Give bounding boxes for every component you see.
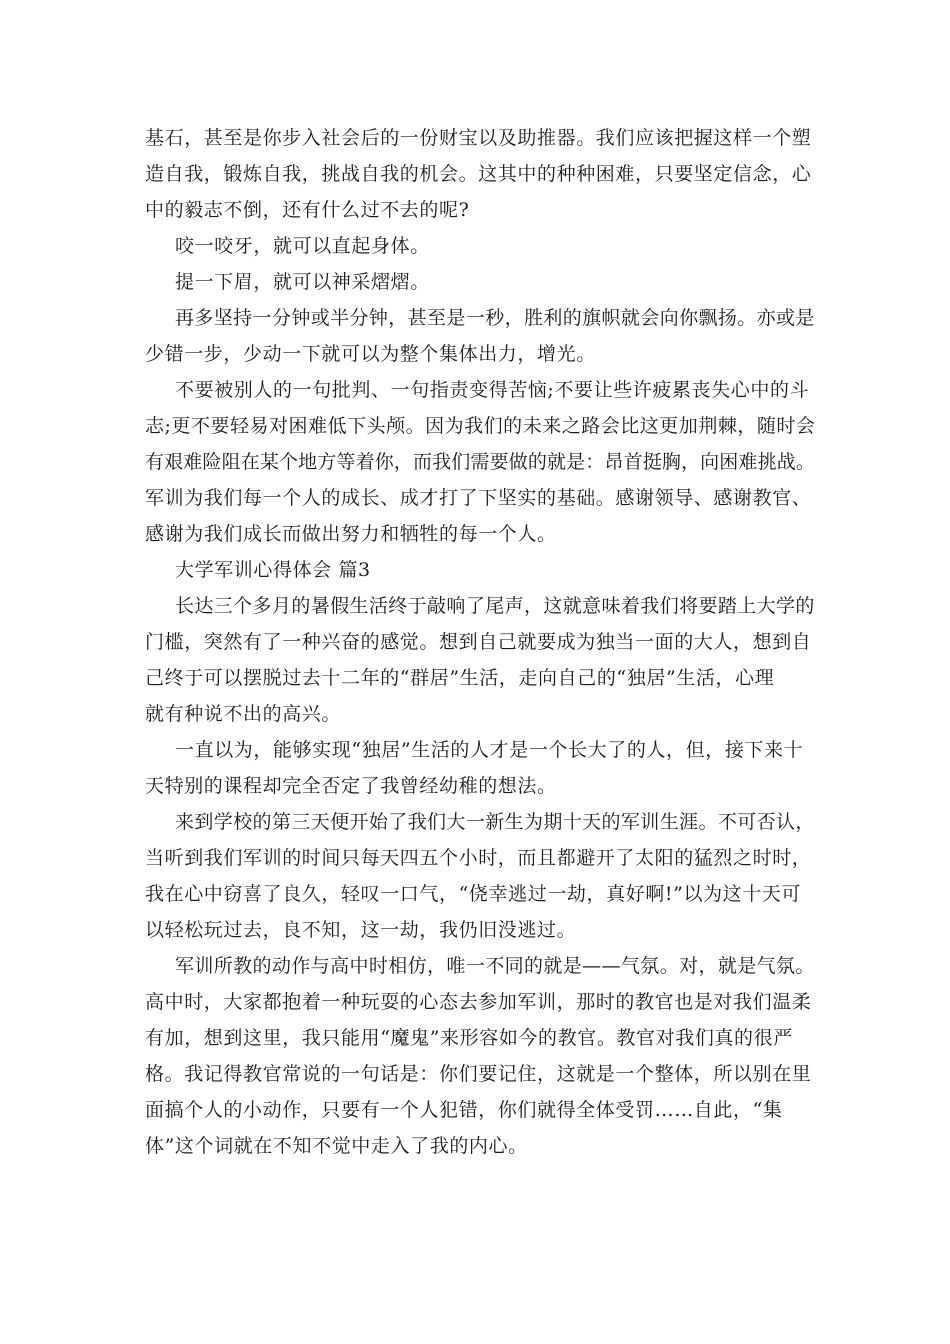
section-heading: 大学军训心得体会 篇3: [175, 559, 371, 581]
paragraph-line: 面搞个人的小动作，只要有一个人犯错，你们就得全体受罚……自此，“集: [145, 1099, 783, 1121]
paragraph-line: 造自我，锻炼自我，挑战自我的机会。这其中的种种困难，只要坚定信念，心: [145, 163, 812, 185]
paragraph-line: 中的毅志不倒，还有什么过不去的呢?: [145, 199, 470, 221]
paragraph-line: 天特别的课程却完全否定了我曾经幼稚的想法。: [145, 775, 557, 797]
paragraph-line: 当听到我们军训的时间只每天四五个小时，而且都避开了太阳的猛烈之时时，: [145, 847, 812, 869]
paragraph-line: 有艰难险阻在某个地方等着你，而我们需要做的就是：昂首挺胸，向困难挑战。: [145, 451, 816, 473]
paragraph-line: 门槛，突然有了一种兴奋的感觉。想到自己就要成为独当一面的大人，想到自: [145, 631, 812, 653]
paragraph-line: 长达三个多月的暑假生活终于敲响了尾声，这就意味着我们将要踏上大学的: [175, 595, 815, 617]
paragraph-line: 军训所教的动作与高中时相仿，唯一不同的就是——气氛。对，就是气氛。: [175, 955, 815, 977]
paragraph-line: 军训为我们每一个人的成长、成才打了下坚实的基础。感谢领导、感谢教官、: [145, 487, 812, 509]
paragraph-line: 以轻松玩过去，良不知，这一劫，我仍旧没逃过。: [145, 919, 577, 941]
paragraph-line: 再多坚持一分钟或半分钟，甚至是一秒，胜利的旗帜就会向你飘扬。亦或是: [175, 307, 815, 329]
paragraph-line: 体”这个词就在不知不觉中走入了我的内心。: [145, 1135, 528, 1157]
paragraph-line: 基石，甚至是你步入社会后的一份财宝以及助推器。我们应该把握这样一个塑: [145, 127, 812, 149]
paragraph-line: 己终于可以摆脱过去十二年的“群居”生活，走向自己的“独居”生活，心理: [145, 667, 775, 689]
paragraph-line: 志;更不要轻易对困难低下头颅。因为我们的未来之路会比这更加荆棘，随时会: [145, 415, 816, 437]
paragraph-line: 高中时，大家都抱着一种玩耍的心态去参加军训，那时的教官也是对我们温柔: [145, 991, 812, 1013]
paragraph-line: 少错一步，少动一下就可以为整个集体出力，增光。: [145, 343, 596, 365]
paragraph-line: 不要被别人的一句批判、一句指责变得苦恼;不要让些许疲累丧失心中的斗: [175, 379, 810, 401]
paragraph-line: 就有种说不出的高兴。: [145, 703, 342, 725]
paragraph-line: 有加，想到这里，我只能用“魔鬼”来形容如今的教官。教官对我们真的很严: [145, 1027, 793, 1049]
paragraph-line: 格。我记得教官常说的一句话是：你们要记住，这就是一个整体，所以别在里: [145, 1063, 812, 1085]
paragraph-line: 来到学校的第三天便开始了我们大一新生为期十天的军训生涯。不可否认，: [175, 811, 815, 833]
paragraph-line: 我在心中窃喜了良久，轻叹一口气，“侥幸逃过一劫，真好啊!”以为这十天可: [145, 883, 802, 905]
paragraph-line: 提一下眉，就可以神采熠熠。: [175, 271, 430, 293]
paragraph-line: 感谢为我们成长而做出努力和牺牲的每一个人。: [145, 523, 557, 545]
paragraph-line: 一直以为，能够实现“独居”生活的人才是一个长大了的人，但，接下来十: [175, 739, 804, 761]
paragraph-line: 咬一咬牙，就可以直起身体。: [175, 235, 430, 257]
